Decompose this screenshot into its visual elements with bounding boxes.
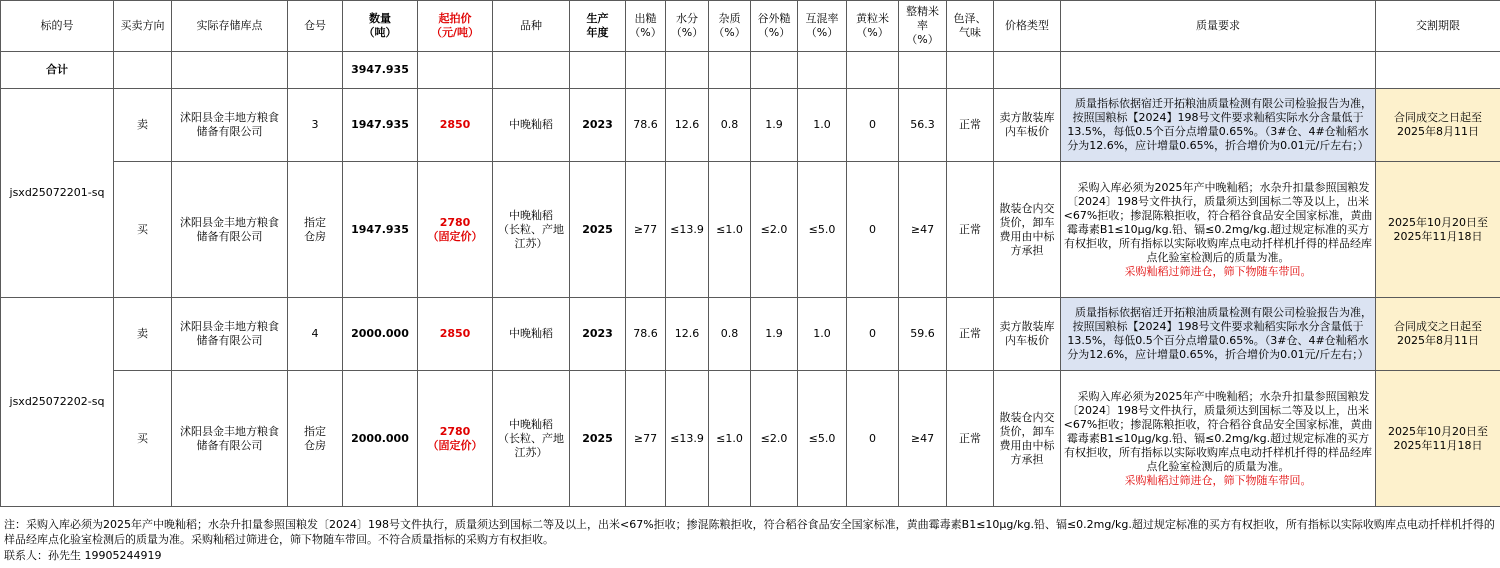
year: 2025 — [570, 371, 626, 507]
moisture: ≤13.9 — [666, 162, 709, 298]
header-color-smell: 色泽、 气味 — [947, 1, 994, 52]
header-price-type: 价格类型 — [994, 1, 1061, 52]
variety: 中晚籼稻 — [493, 89, 570, 162]
table-row — [1, 298, 1500, 371]
header-moisture: 水分 （%） — [666, 1, 709, 52]
warehouse: 4 — [288, 298, 343, 371]
start-price: 2850 — [418, 298, 493, 371]
header-delivery: 交割期限 — [1376, 1, 1500, 52]
impurity: 0.8 — [709, 89, 751, 162]
header-variety: 品种 — [493, 1, 570, 52]
lot-no: jsxd25072201-sq — [1, 89, 114, 298]
variety: 中晚籼稻 — [493, 298, 570, 371]
quantity: 1947.935 — [343, 162, 418, 298]
head-rice: 59.6 — [899, 298, 947, 371]
storage: 沭阳县金丰地方粮食 储备有限公司 — [172, 298, 288, 371]
head-rice: 56.3 — [899, 89, 947, 162]
header-head-rice: 整精米率 （%） — [899, 1, 947, 52]
impurity: ≤1.0 — [709, 371, 751, 507]
yellow-rice: 0 — [847, 89, 899, 162]
header-year: 生产 年度 — [570, 1, 626, 52]
header-start-price: 起拍价 （元/吨） — [418, 1, 493, 52]
quantity: 2000.000 — [343, 371, 418, 507]
year: 2023 — [570, 89, 626, 162]
yellow-rice: 0 — [847, 298, 899, 371]
variety: 中晚籼稻 （长粒、产地 江苏） — [493, 371, 570, 507]
header-impurity: 杂质 （%） — [709, 1, 751, 52]
footnote: 注：采购入库必须为2025年产中晚籼稻；水杂升扣量参照国粮发〔2024〕198号文件执行，质量须达到国标二等及以上，出米<67%拒收；掺混陈粮拒收，符合稻谷食品安全国家标准，黄曲霉毒素B1≤10μg/kg.铅、镉≤0.2mg/kg.超过规定标准的买方有权拒收，所有指标以实际收购库点电动扦样机扦得的样品经库点化验室检测后的质量为准。采购籼稻过筛进仓，筛下物随车带回。不符合质量指标的采购方有权拒收。 — [4, 518, 1495, 546]
quality-requirement: 质量指标依据宿迁开拓粮油质量检测有限公司检验报告为准，按照国粮标【2024】198号文件要求籼稻实际水分含量低于13.5%，每低0.5个百分点增量0.65%。（3#仓、4#仓籼稻水分为12.6%，应计增量0.65%，折合增价为0.01元/斤左右；） — [1061, 298, 1376, 371]
price-type: 卖方散装库 内车板价 — [994, 298, 1061, 371]
storage: 沭阳县金丰地方粮食 储备有限公司 — [172, 371, 288, 507]
quality-requirement: 质量指标依据宿迁开拓粮油质量检测有限公司检验报告为准，按照国粮标【2024】198号文件要求籼稻实际水分含量低于13.5%，每低0.5个百分点增量0.65%。（3#仓、4#仓籼稻水分为12.6%，应计增量0.65%，折合增价为0.01元/斤左右；） — [1061, 89, 1376, 162]
header-row — [1, 1, 1500, 52]
yield: ≥77 — [626, 371, 666, 507]
header-storage: 实际存储库点 — [172, 1, 288, 52]
variety: 中晚籼稻 （长粒、产地 江苏） — [493, 162, 570, 298]
quality-text: 采购入库必须为2025年产中晚籼稻；水杂升扣量参照国粮发〔2024〕198号文件执行，质量须达到国标二等及以上，出米<67%拒收；掺混陈粮拒收，符合稻谷食品安全国家标准，黄曲霉毒素B1≤10μg/kg.铅、镉≤0.2mg/kg.超过规定标准的买方有权拒收，所有指标以实际收购库点电动扦样机扦得的样品经库点化验室检测后的质量为准。 — [1063, 389, 1373, 473]
warehouse: 指定 仓房 — [288, 162, 343, 298]
table-row — [1, 371, 1500, 507]
yellow-rice: 0 — [847, 162, 899, 298]
header-lot-no: 标的号 — [1, 1, 114, 52]
total-row — [1, 52, 1500, 89]
color-smell: 正常 — [947, 298, 994, 371]
color-smell: 正常 — [947, 89, 994, 162]
start-price: 2850 — [418, 89, 493, 162]
storage: 沭阳县金丰地方粮食 储备有限公司 — [172, 162, 288, 298]
moisture: ≤13.9 — [666, 371, 709, 507]
direction: 买 — [114, 162, 172, 298]
quality-text: 采购入库必须为2025年产中晚籼稻；水杂升扣量参照国粮发〔2024〕198号文件执行，质量须达到国标二等及以上，出米<67%拒收；掺混陈粮拒收，符合稻谷食品安全国家标准，黄曲霉毒素B1≤10μg/kg.铅、镉≤0.2mg/kg.超过规定标准的买方有权拒收，所有指标以实际收购库点电动扦样机扦得的样品经库点化验室检测后的质量为准。 — [1063, 180, 1373, 264]
contact-info: 联系人：孙先生 19905244919 — [4, 549, 162, 562]
table-row — [1, 162, 1500, 298]
quality-text-red: 采购籼稻过筛进仓，筛下物随车带回。 — [1124, 264, 1312, 278]
direction: 卖 — [114, 89, 172, 162]
yield: 78.6 — [626, 298, 666, 371]
foreign-grain: ≤2.0 — [751, 162, 798, 298]
price-type: 散装仓内交 货价，卸车 费用由中标 方承担 — [994, 371, 1061, 507]
mixed-rate: ≤5.0 — [798, 371, 847, 507]
header-foreign-grain: 谷外糙 （%） — [751, 1, 798, 52]
quantity: 1947.935 — [343, 89, 418, 162]
foreign-grain: 1.9 — [751, 89, 798, 162]
start-price: 2780 （固定价） — [418, 371, 493, 507]
header-quality: 质量要求 — [1061, 1, 1376, 52]
moisture: 12.6 — [666, 298, 709, 371]
year: 2023 — [570, 298, 626, 371]
head-rice: ≥47 — [899, 162, 947, 298]
header-direction: 买卖方向 — [114, 1, 172, 52]
warehouse: 指定 仓房 — [288, 371, 343, 507]
yield: 78.6 — [626, 89, 666, 162]
impurity: 0.8 — [709, 298, 751, 371]
header-quantity: 数量 （吨） — [343, 1, 418, 52]
delivery-period: 合同成交之日起至 2025年8月11日 — [1376, 89, 1500, 162]
mixed-rate: ≤5.0 — [798, 162, 847, 298]
delivery-period: 2025年10月20日至 2025年11月18日 — [1376, 162, 1500, 298]
direction: 卖 — [114, 298, 172, 371]
warehouse: 3 — [288, 89, 343, 162]
quantity: 2000.000 — [343, 298, 418, 371]
delivery-period: 2025年10月20日至 2025年11月18日 — [1376, 371, 1500, 507]
price-type: 卖方散装库 内车板价 — [994, 89, 1061, 162]
quality-requirement — [1061, 371, 1376, 507]
start-price: 2780 （固定价） — [418, 162, 493, 298]
color-smell: 正常 — [947, 371, 994, 507]
table-row — [1, 89, 1500, 162]
header-yield: 出糙 （%） — [626, 1, 666, 52]
delivery-period: 合同成交之日起至 2025年8月11日 — [1376, 298, 1500, 371]
header-yellow-rice: 黄粒米 （%） — [847, 1, 899, 52]
storage: 沭阳县金丰地方粮食 储备有限公司 — [172, 89, 288, 162]
header-mixed-rate: 互混率 （%） — [798, 1, 847, 52]
foreign-grain: 1.9 — [751, 298, 798, 371]
impurity: ≤1.0 — [709, 162, 751, 298]
yellow-rice: 0 — [847, 371, 899, 507]
moisture: 12.6 — [666, 89, 709, 162]
total-label: 合计 — [1, 52, 114, 89]
yield: ≥77 — [626, 162, 666, 298]
price-type: 散装仓内交 货价，卸车 费用由中标 方承担 — [994, 162, 1061, 298]
total-quantity: 3947.935 — [343, 52, 418, 89]
header-warehouse: 仓号 — [288, 1, 343, 52]
quality-text-red: 采购籼稻过筛进仓，筛下物随车带回。 — [1124, 473, 1312, 487]
color-smell: 正常 — [947, 162, 994, 298]
mixed-rate: 1.0 — [798, 89, 847, 162]
head-rice: ≥47 — [899, 371, 947, 507]
direction: 买 — [114, 371, 172, 507]
year: 2025 — [570, 162, 626, 298]
quality-requirement — [1061, 162, 1376, 298]
lot-no: jsxd25072202-sq — [1, 298, 114, 507]
foreign-grain: ≤2.0 — [751, 371, 798, 507]
mixed-rate: 1.0 — [798, 298, 847, 371]
